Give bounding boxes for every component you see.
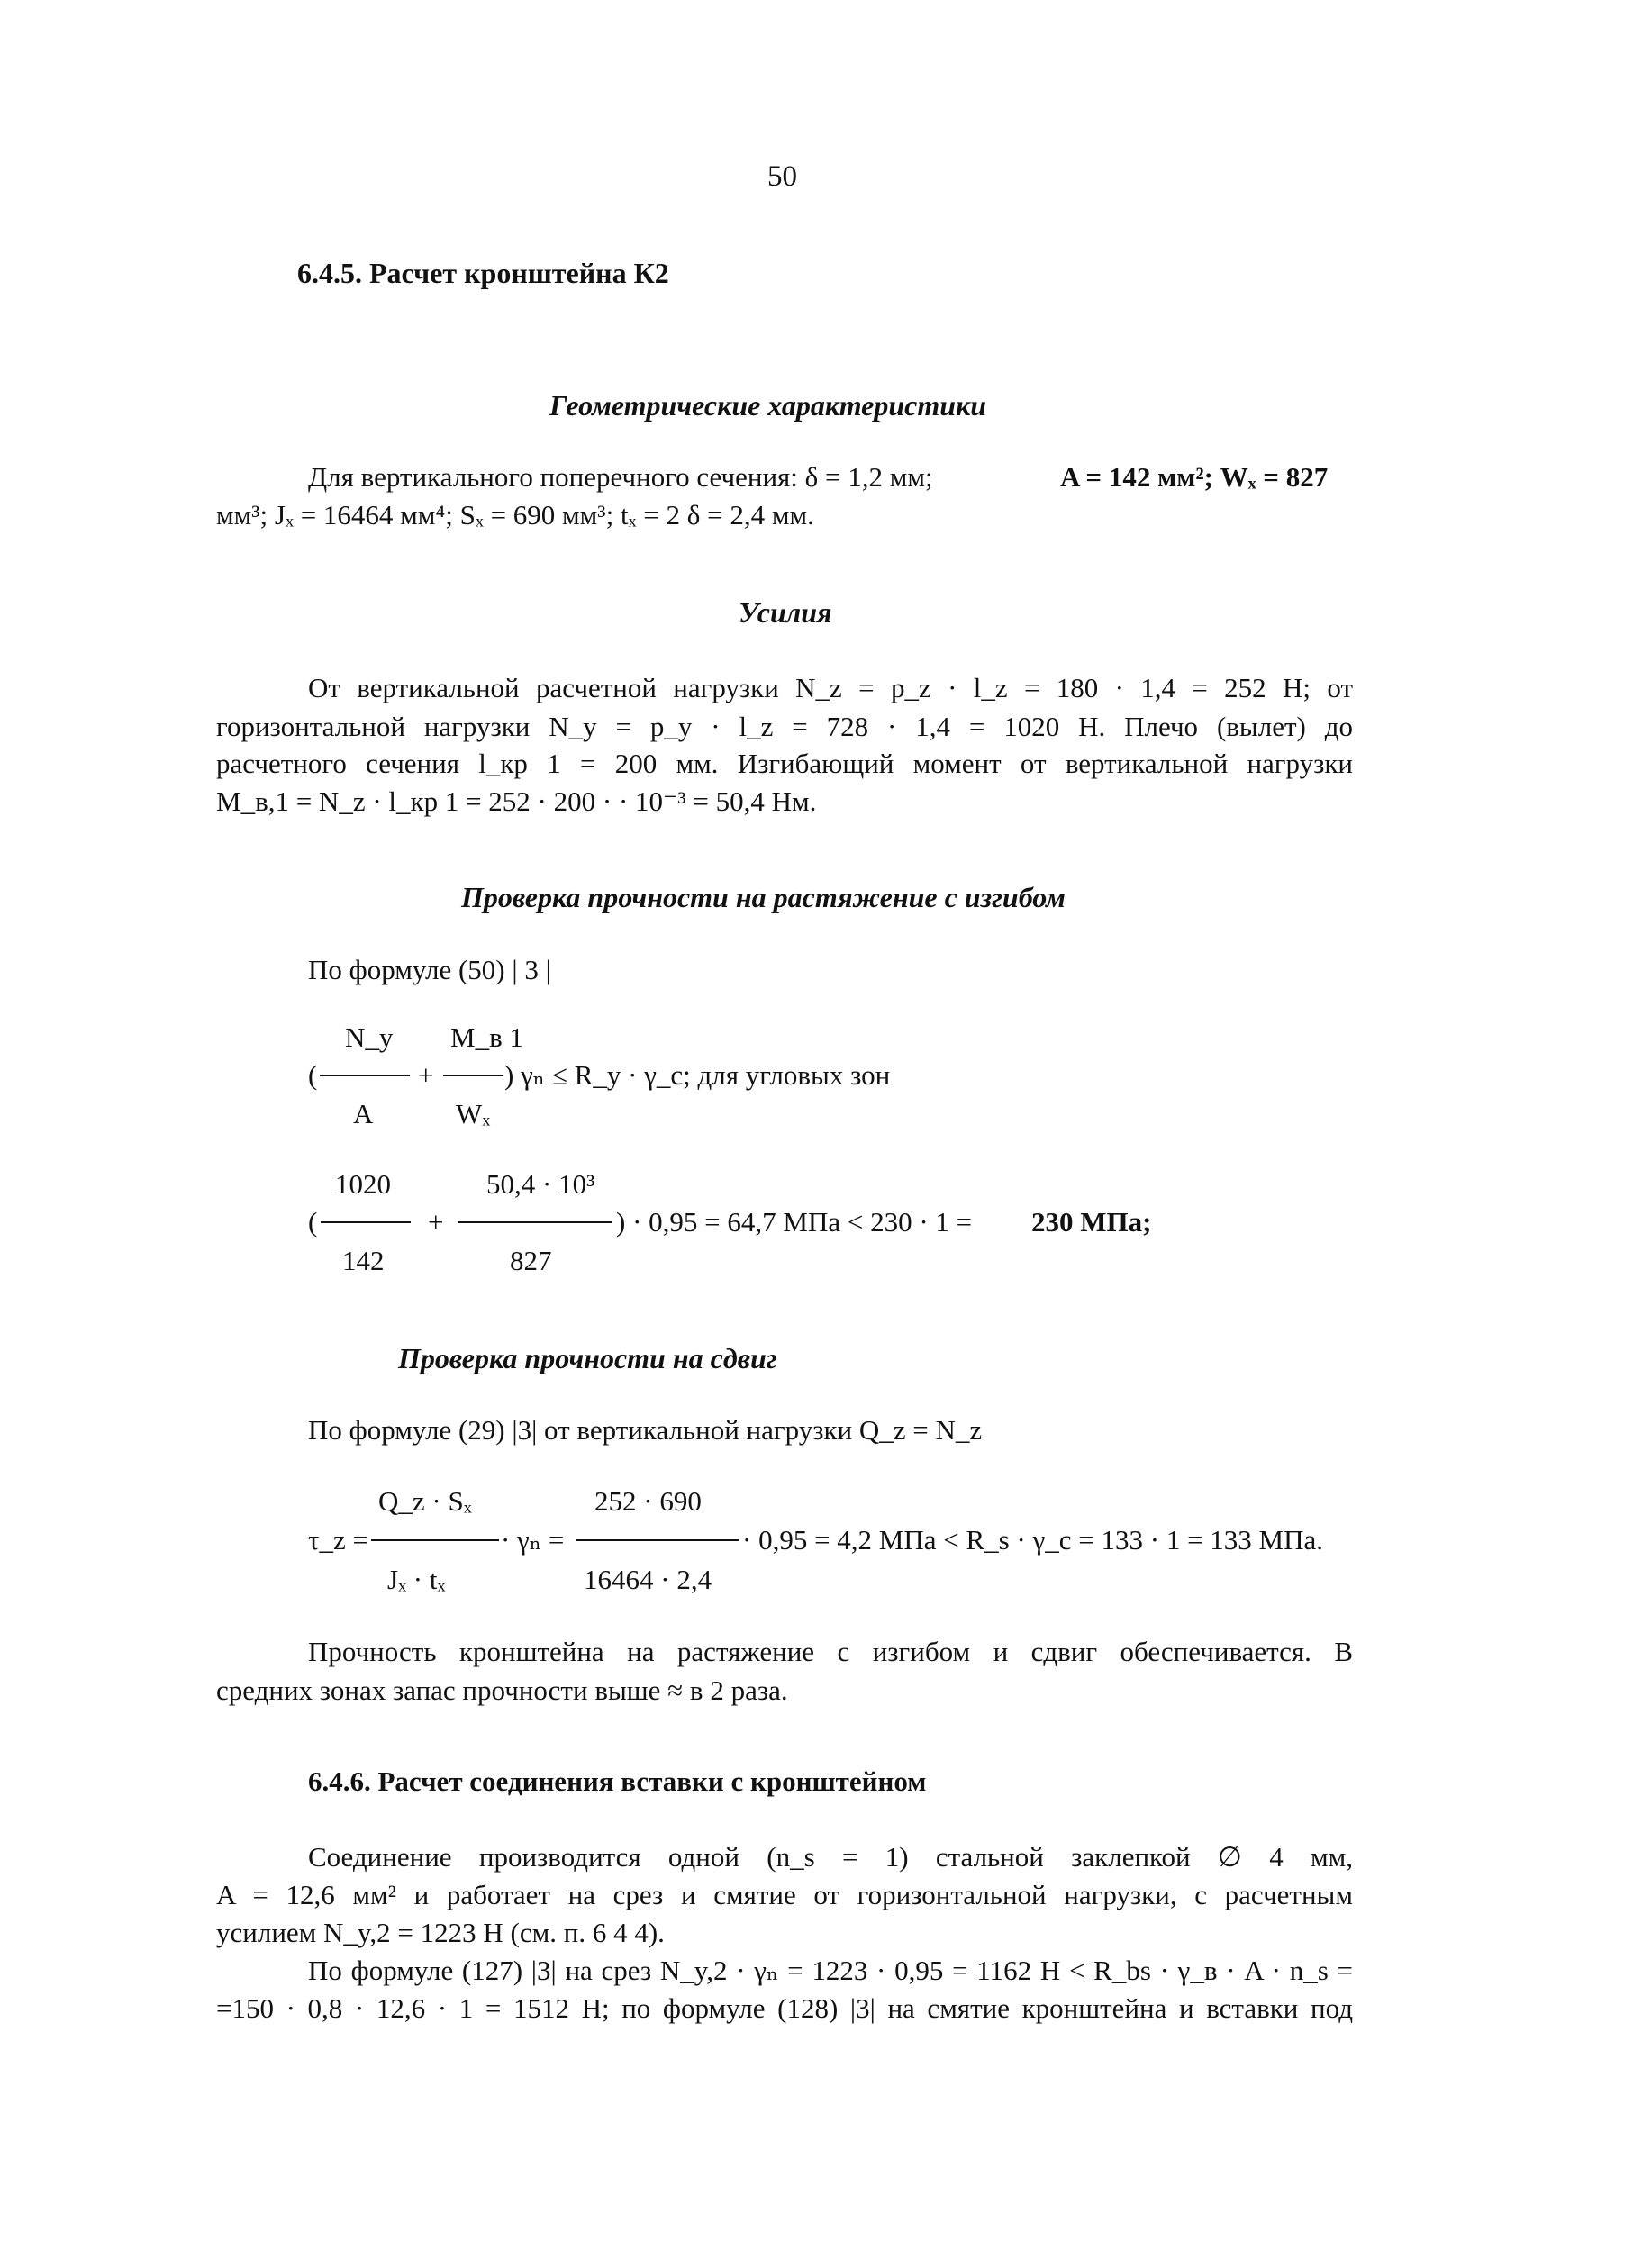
f1-plus: +: [418, 1059, 434, 1091]
f1-denominator-1: A: [353, 1098, 374, 1129]
tension-heading: Проверка прочности на растяжение с изгибом: [461, 881, 1066, 913]
f2-tail-a: ) · 0,95 = 64,7 МПа < 230 · 1 =: [616, 1206, 973, 1238]
s646-line-3: усилием N_y,2 = 1223 Н (см. п. 6 4 4).: [216, 1917, 665, 1948]
shear-fraction-bar-2: [576, 1539, 739, 1541]
shear-lhs: τ_z =: [308, 1524, 368, 1556]
geom-line-2: мм³; Jₓ = 16464 мм⁴; Sₓ = 690 мм³; tₓ = 2 δ = 2,4 мм.: [216, 499, 814, 531]
s646-line-4: По формуле (127) |3| на срез N_y,2 · γₙ = 1223 · 0,95 = 1162 Н < R_bs · γ_в · A · n_s =: [308, 1955, 1353, 1986]
f1-numerator-1: N_y: [345, 1021, 394, 1053]
f1-fraction-bar-1: [320, 1075, 410, 1076]
f2-tail-b: 230 МПа;: [1031, 1206, 1152, 1238]
section-title-6-4-5: 6.4.5. Расчет кронштейна К2: [297, 257, 669, 289]
forces-line-1: От вертикальной расчетной нагрузки N_z = p_z · l_z = 180 · 1,4 = 252 Н; от: [308, 672, 1353, 703]
f1-open-paren: (: [308, 1059, 318, 1091]
geom-heading: Геометрические характеристики: [549, 389, 987, 422]
f1-numerator-2: M_в 1: [450, 1021, 523, 1053]
f2-numerator-1: 1020: [335, 1168, 391, 1200]
shear-formula-ref: По формуле (29) |3| от вертикальной нагрузки Q_z = N_z: [308, 1414, 983, 1446]
s646-line-2: A = 12,6 мм² и работает на срез и смятие от горизонтальной нагрузки, с расчетным: [216, 1879, 1353, 1910]
conclusion-line-2: средних зонах запас прочности выше ≈ в 2 раза.: [216, 1674, 788, 1706]
f2-denominator-2: 827: [510, 1245, 552, 1276]
shear-mid: · γₙ =: [501, 1524, 565, 1556]
geom-line-1b: A = 142 мм²; Wₓ = 827: [1060, 461, 1329, 493]
shear-tail: · 0,95 = 4,2 МПа < R_s · γ_c = 133 · 1 = 133 МПа.: [742, 1524, 1324, 1556]
forces-line-4: M_в,1 = N_z · l_кр 1 = 252 · 200 · · 10⁻³ = 50,4 Нм.: [216, 785, 817, 817]
shear-numerator-1: Q_z · Sₓ: [378, 1485, 472, 1517]
f2-plus: +: [428, 1206, 444, 1238]
shear-fraction-bar-1: [371, 1539, 499, 1541]
forces-line-2: горизонтальной нагрузки N_y = p_y · l_z = 728 · 1,4 = 1020 Н. Плечо (вылет) до: [216, 711, 1353, 742]
forces-line-3: расчетного сечения l_кр 1 = 200 мм. Изгибающий момент от вертикальной нагрузки: [216, 748, 1353, 779]
s646-line-5: =150 · 0,8 · 12,6 · 1 = 1512 Н; по формуле (128) |3| на смятие кронштейна и вставки под: [216, 1992, 1353, 2024]
f2-open-paren: (: [308, 1206, 318, 1238]
tension-formula-ref: По формуле (50) | 3 |: [308, 954, 551, 985]
f2-denominator-1: 142: [342, 1245, 385, 1276]
forces-heading: Усилия: [739, 596, 832, 629]
f2-fraction-bar-2: [458, 1221, 612, 1223]
f2-numerator-2: 50,4 · 10³: [486, 1168, 595, 1200]
shear-denominator-2: 16464 · 2,4: [584, 1564, 712, 1595]
conclusion-line-1: Прочность кронштейна на растяжение с изгибом и сдвиг обеспечивается. В: [308, 1636, 1353, 1667]
f1-denominator-2: Wₓ: [456, 1098, 491, 1129]
shear-numerator-2: 252 · 690: [594, 1485, 702, 1517]
shear-heading: Проверка прочности на сдвиг: [398, 1342, 777, 1374]
shear-denominator-1: Jₓ · tₓ: [387, 1564, 446, 1595]
f1-tail: ) γₙ ≤ R_y · γ_c; для угловых зон: [504, 1059, 891, 1091]
geom-line-1a: Для вертикального поперечного сечения: δ = 1,2 мм;: [308, 461, 933, 493]
section-title-6-4-6: 6.4.6. Расчет соединения вставки с кронштейном: [308, 1765, 927, 1797]
page-number: 50: [767, 160, 797, 193]
f1-fraction-bar-2: [443, 1075, 503, 1076]
s646-line-1: Соединение производится одной (n_s = 1) стальной заклепкой ∅ 4 мм,: [308, 1841, 1353, 1873]
f2-fraction-bar-1: [321, 1221, 411, 1223]
